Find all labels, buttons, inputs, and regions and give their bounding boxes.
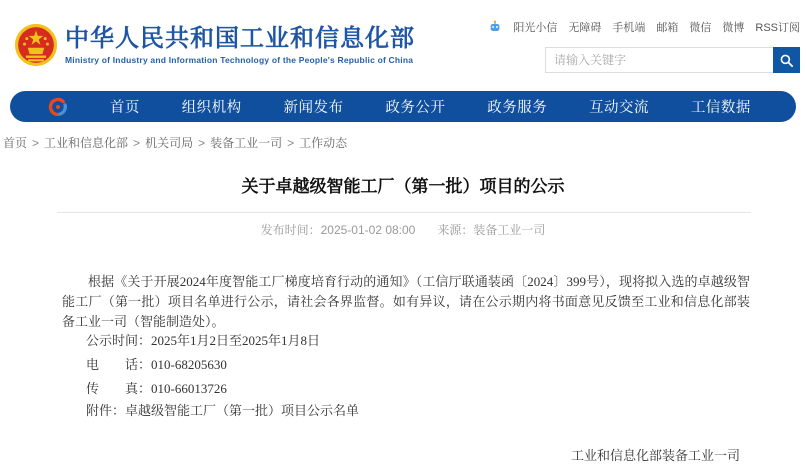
article-title: 关于卓越级智能工厂（第一批）项目的公示 — [241, 177, 565, 196]
detail-public-notice-period — [86, 329, 320, 353]
detail-value: 010-66013726 — [151, 381, 227, 396]
attachment-row — [86, 400, 359, 419]
search-bar — [545, 47, 800, 73]
title-divider — [57, 212, 751, 213]
detail-value: 2025年1月2日至2025年1月8日 — [151, 333, 321, 348]
brand-text — [65, 26, 415, 65]
link-accessibility[interactable]: 无障碍 — [568, 22, 602, 34]
article-details — [86, 329, 320, 401]
nav-item-miit-data[interactable]: 工信数据 — [690, 100, 751, 116]
site-header — [0, 0, 806, 90]
breadcrumb-miit[interactable]: 工业和信息化部 — [44, 136, 129, 150]
search-button[interactable] — [773, 47, 800, 73]
detail-phone — [86, 353, 320, 377]
header-utility-links — [488, 19, 800, 35]
detail-value: 010-68205630 — [151, 357, 227, 372]
nav-item-gov-services[interactable]: 政务服务 — [487, 100, 548, 116]
magnifier-icon — [779, 53, 794, 68]
attachment-link[interactable]: 卓越级智能工厂（第一批）项目公示名单 — [125, 403, 360, 418]
publish-time-label: 发布时间： — [260, 223, 321, 237]
attachment-label: 附件： — [86, 403, 126, 418]
source-value: 装备工业一司 — [473, 223, 546, 237]
detail-label: 公示时间： — [86, 333, 152, 348]
assistant-robot-icon[interactable] — [488, 20, 502, 34]
breadcrumb-equipment-dept[interactable]: 装备工业一司 — [210, 136, 283, 150]
link-weibo[interactable]: 微博 — [722, 22, 745, 34]
source-label: 来源： — [437, 223, 474, 237]
detail-label: 电 话： — [86, 357, 152, 372]
article-paragraph: 根据《关于开展2024年度智能工厂梯度培育行动的通知》（工信厅联通装函〔2024〕399号），现将拟入选的卓越级智能工厂（第一批）项目名单进行公示，请社会各界监督。如有异议，请在公示期内将书面意见反馈至工业和信息化部装备工业一司（智能制造处）。 — [62, 274, 750, 329]
site-logo-link[interactable] — [14, 22, 415, 68]
breadcrumb-separator: > — [133, 135, 141, 150]
link-rss[interactable]: RSS订阅 — [755, 22, 800, 34]
link-sunshine-assistant[interactable]: 阳光小信 — [513, 22, 558, 34]
detail-label: 传 真： — [86, 381, 152, 396]
breadcrumb-work-updates[interactable]: 工作动态 — [299, 136, 348, 150]
site-title: 中华人民共和国工业和信息化部 — [65, 24, 415, 52]
nav-item-gov-disclosure[interactable]: 政务公开 — [385, 100, 446, 116]
nav-item-news[interactable]: 新闻发布 — [283, 100, 344, 116]
article-body — [62, 272, 750, 332]
national-emblem-icon — [14, 22, 58, 68]
miit-logo-icon — [48, 97, 68, 117]
link-wechat[interactable]: 微信 — [689, 22, 712, 34]
breadcrumb-separator: > — [198, 135, 206, 150]
nav-item-interaction[interactable]: 互动交流 — [589, 100, 650, 116]
main-nav — [10, 91, 796, 122]
breadcrumb-departments[interactable]: 机关司局 — [145, 136, 194, 150]
nav-item-organization[interactable]: 组织机构 — [181, 100, 242, 116]
article-meta — [0, 221, 806, 238]
link-mailbox[interactable]: 邮箱 — [656, 22, 679, 34]
link-mobile[interactable]: 手机端 — [612, 22, 646, 34]
detail-fax — [86, 377, 320, 401]
site-subtitle: Ministry of Industry and Information Technology of the People's Republic of China — [65, 54, 414, 65]
breadcrumb-home[interactable]: 首页 — [3, 136, 28, 150]
publish-time-value: 2025-01-02 08:00 — [320, 223, 416, 237]
article-signature: 工业和信息化部装备工业一司 — [570, 448, 740, 463]
nav-item-home[interactable]: 首页 — [109, 100, 140, 116]
breadcrumb-separator: > — [32, 135, 40, 150]
breadcrumb — [3, 134, 347, 151]
breadcrumb-separator: > — [287, 135, 295, 150]
search-input[interactable] — [545, 47, 773, 73]
